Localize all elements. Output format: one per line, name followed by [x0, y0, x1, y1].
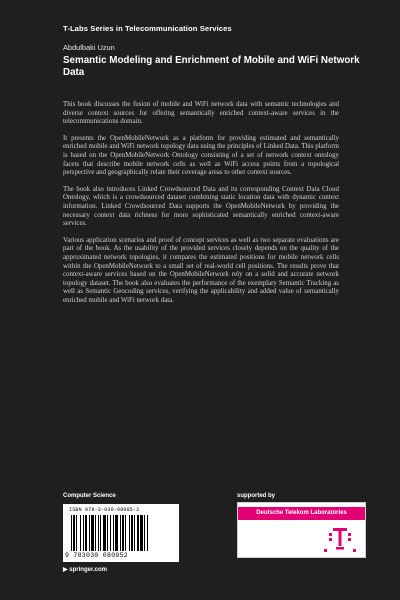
book-title: Semantic Modeling and Enrichment of Mobile and WiFi Network Data: [63, 55, 360, 79]
supported-by-label: supported by: [237, 493, 276, 499]
barcode-bar: [110, 515, 111, 551]
barcode-bar: [120, 515, 121, 551]
barcode-bar: [147, 515, 148, 551]
subject-category: Computer Science: [63, 493, 116, 499]
telekom-t-logo-icon: [238, 525, 365, 555]
isbn-label: ISBN 978-3-030-08095-2: [69, 507, 140, 513]
barcode-bar: [129, 515, 130, 551]
publisher-link[interactable]: ▶ springer.com: [63, 567, 107, 573]
barcode-bar: [125, 515, 126, 551]
barcode: [63, 504, 179, 562]
barcode-bar: [98, 515, 99, 551]
barcode-bar: [140, 515, 143, 551]
barcode-bar: [95, 515, 96, 551]
barcode-bar: [73, 515, 75, 551]
barcode-bar: [134, 515, 135, 551]
blurb-paragraph: Various application scenarios and proof of concept services as well as two separate evaluations are part of the book. As the usability of the provided services closely depends on the quality of the approximated network topologies, it compares the estimated positions for mobile network cells within the OpenMobileNetwork to a small set of real-world cell positions. The results prove that context-aware services based on the OpenMobileNetwork rely on a solid and accurate network topology dataset. The book also evaluates the performance of the exemplary Semantic Tracking as well as Semantic Geocoding services, verifying the applicability and added value of semantically enriched mobile and WiFi network data.: [63, 236, 339, 304]
barcode-bar: [137, 515, 139, 551]
barcode-bar: [103, 515, 106, 551]
sponsor-name: Deutsche Telekom Laboratories: [256, 510, 347, 516]
barcode-bar: [115, 515, 118, 551]
sponsor-logo: [237, 502, 366, 558]
barcode-bar: [83, 515, 84, 551]
barcode-bar: [107, 515, 108, 551]
barcode-bar: [91, 515, 94, 551]
barcode-bar: [144, 515, 145, 551]
blurb: [63, 101, 339, 313]
barcode-bar: [89, 515, 90, 551]
barcode-bar: [131, 515, 133, 551]
blurb-paragraph: The book also introduces Linked Crowdsourced Data and its corresponding Context Data Cloud Ontology, which is a crowdsourced dataset combining static location data with dynamic context information. Linked Crowdsourced Data supports the OpenMobileNetwork by providing the necessary context data richness for more sophisticated semantically enriched context-aware services.: [63, 185, 339, 228]
sponsor-bar: [238, 507, 365, 520]
barcode-bar: [122, 515, 124, 551]
blurb-paragraph: This book discusses the fusion of mobile and WiFi network data with semantic technologies and diverse context sources for offering semantically enriched context-aware services in the telecommunications domain.: [63, 101, 339, 126]
barcode-bar: [113, 515, 114, 551]
barcode-number: 9 783030 080952: [65, 552, 129, 559]
barcode-bars: [71, 515, 175, 551]
series-title: T-Labs Series in Telecommunication Services: [63, 24, 232, 33]
author-name: Abdulbaki Uzun: [63, 43, 115, 52]
barcode-bar: [100, 515, 101, 551]
barcode-bar: [80, 515, 81, 551]
barcode-bar: [85, 515, 87, 551]
blurb-paragraph: It presents the OpenMobileNetwork as a platform for providing estimated and semantically enriched mobile and WiFi network topology data using the principles of Linked Data. This platform is based on the OpenMobileNetwork Ontology consisting of a set of network context ontology facets that describe mobile network cells as well as WiFi access points from a topological perspective and geographically relate their coverage areas to other context sources.: [63, 134, 339, 177]
barcode-bar: [76, 515, 77, 551]
barcode-bar: [71, 515, 72, 551]
